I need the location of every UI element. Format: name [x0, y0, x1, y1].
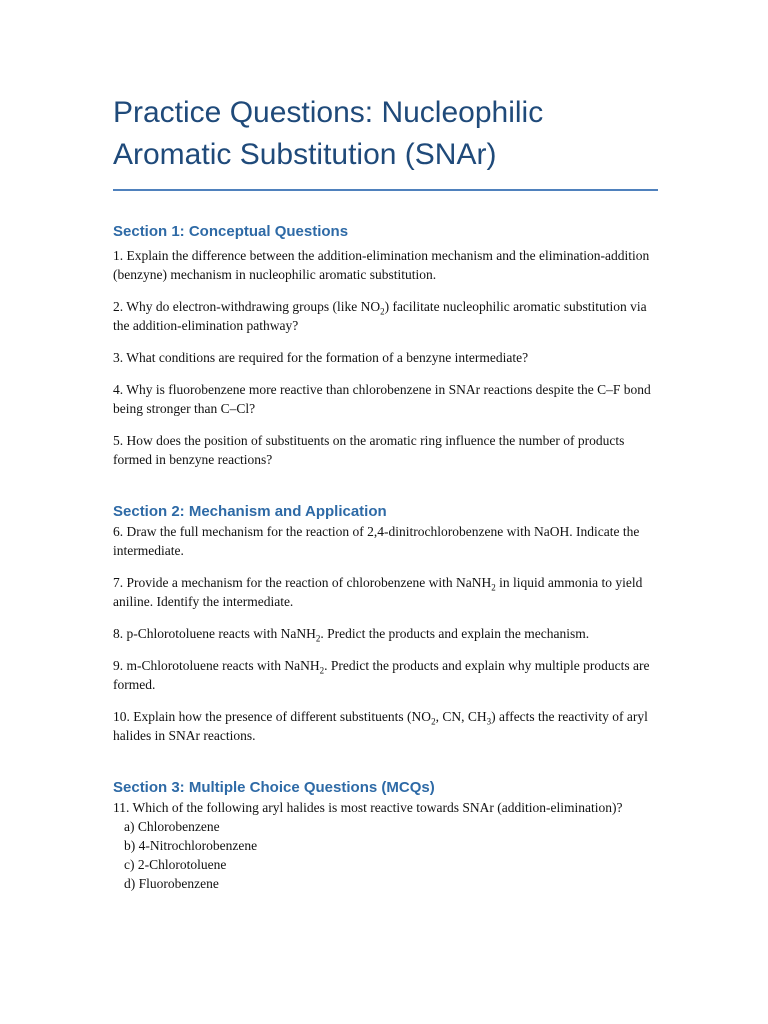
document-page — [113, 92, 658, 893]
question-10: 10. Explain how the presence of different substituents ($NO_2$, CN, $CH_3$) affects the reactivity of aryl halides in SNAr reactions. — [113, 709, 648, 743]
section-1 — [113, 222, 658, 469]
title-divider — [113, 189, 658, 191]
section-heading: Section 2: Mechanism and Application — [113, 503, 387, 520]
section-heading: Section 1: Conceptual Questions — [113, 223, 349, 240]
section-heading: Section 3: Multiple Choice Questions (MCQs) — [113, 779, 435, 796]
question-5: 5. How does the position of substituents on the aromatic ring influence the number of products formed in benzyne reactions? — [113, 433, 625, 467]
question-11: 11. Which of the following aryl halides is most reactive towards SNAr (addition-elimination)? — [113, 800, 623, 815]
mcq-option-b: b) 4-Nitrochlorobenzene — [124, 838, 258, 853]
mcq-option-a: a) Chlorobenzene — [124, 819, 220, 834]
mcq-option-c: c) 2-Chlorotoluene — [124, 857, 227, 872]
question-8: 8. p-Chlorotoluene reacts with NaNH$_2$. Predict the products and explain the mechanism. — [113, 626, 590, 644]
mcq-option-d: d) Fluorobenzene — [124, 876, 219, 891]
question-1: 1. Explain the difference between the addition-elimination mechanism and the elimination-addition (benzyne) mechanism in nucleophilic aromatic substitution. — [113, 248, 650, 282]
section-3 — [113, 778, 658, 893]
title-line-2: Aromatic Substitution (SNAr) — [113, 138, 497, 171]
question-7: 7. Provide a mechanism for the reaction of chlorobenzene with NaNH$_2$ in liquid ammonia to yield aniline. Identify the intermediate. — [113, 575, 643, 609]
title-line-1: Practice Questions: Nucleophilic — [113, 96, 544, 129]
question-2: 2. Why do electron-withdrawing groups (like $NO_2$) facilitate nucleophilic aromatic substitution via the addition-elimination pathway? — [113, 299, 647, 333]
question-3: 3. What conditions are required for the formation of a benzyne intermediate? — [113, 350, 529, 365]
question-6: 6. Draw the full mechanism for the reaction of 2,4-dinitrochlorobenzene with NaOH. Indicate the intermediate. — [113, 524, 640, 558]
question-4: 4. Why is fluorobenzene more reactive than chlorobenzene in SNAr reactions despite the C–F bond being stronger than C–Cl? — [113, 382, 651, 416]
question-9: 9. m-Chlorotoluene reacts with NaNH$_2$. Predict the products and explain why multiple products are formed. — [113, 658, 650, 692]
section-2 — [113, 502, 658, 745]
page-title — [113, 92, 658, 176]
